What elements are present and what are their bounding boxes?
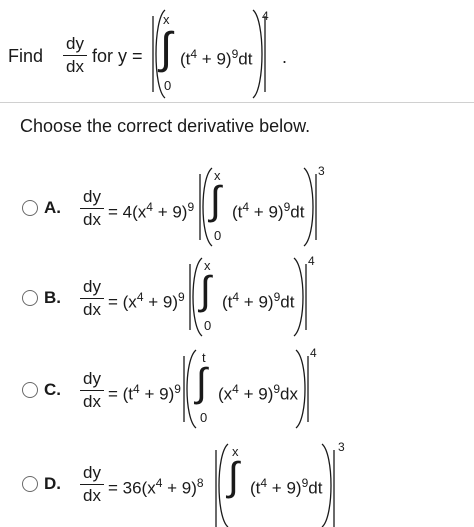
upper-limit: t [202,350,206,365]
coefficient: = $36(x^4 + 9)^8$ [108,476,204,498]
lower-limit: 0 [164,78,172,93]
divider [0,102,474,103]
derivative-fraction: dy dx [80,463,104,506]
integrand: $(t^4 + 9)^9dt$ [180,47,253,69]
derivative-fraction: dy dx [80,187,104,230]
integral-sign: ∫ [160,24,173,73]
right-paren [318,442,338,527]
coefficient: = $(t^4 + 9)^9$ [108,382,181,404]
radio-c[interactable] [22,382,38,398]
outer-exponent: 4 [262,9,269,23]
right-paren [300,166,320,248]
upper-limit: x [204,258,211,273]
lower-limit: 0 [204,318,212,333]
upper-limit: x [163,12,170,27]
integral-sign: ∫ [196,361,207,405]
outer-exponent: 3 [318,164,325,178]
option-letter: B. [44,288,61,307]
radio-b[interactable] [22,290,38,306]
find-label: Find [8,46,44,66]
option-letter: A. [44,198,61,217]
lower-limit: 0 [214,228,222,243]
integrand: $(t^4 + 9)^9dt$ [232,200,305,222]
lower-limit: 0 [200,410,208,425]
derivative-fraction: dy dx [80,277,104,320]
right-paren [290,256,310,338]
option-letter: D. [44,474,61,493]
upper-limit: x [232,444,239,459]
radio-d[interactable] [22,476,38,492]
option-letter: C. [44,380,61,399]
coefficient: = $4(x^4 + 9)^9$ [108,200,195,222]
dy-numerator: dy [66,34,84,53]
instruction-text: Choose the correct derivative below. [20,116,311,136]
for-y-label: for y = [92,46,143,66]
derivative-fraction [63,34,87,77]
upper-limit: x [214,168,221,183]
integral-sign: ∫ [200,269,211,313]
outer-exponent: 3 [338,440,345,454]
outer-exponent: 4 [310,346,317,360]
integral-sign: ∫ [228,455,239,499]
period: . [282,47,288,67]
radio-a[interactable] [22,200,38,216]
coefficient: = $(x^4 + 9)^9$ [108,290,185,312]
integral-sign: ∫ [210,179,221,223]
integrand: $(x^4 + 9)^9dx$ [218,382,299,404]
integrand: $(t^4 + 9)^9dt$ [250,476,323,498]
integrand: $(t^4 + 9)^9dt$ [222,290,295,312]
derivative-fraction: dy dx [80,369,104,412]
right-paren [292,348,312,430]
outer-exponent: 4 [308,254,315,268]
dx-denominator: dx [66,57,84,76]
